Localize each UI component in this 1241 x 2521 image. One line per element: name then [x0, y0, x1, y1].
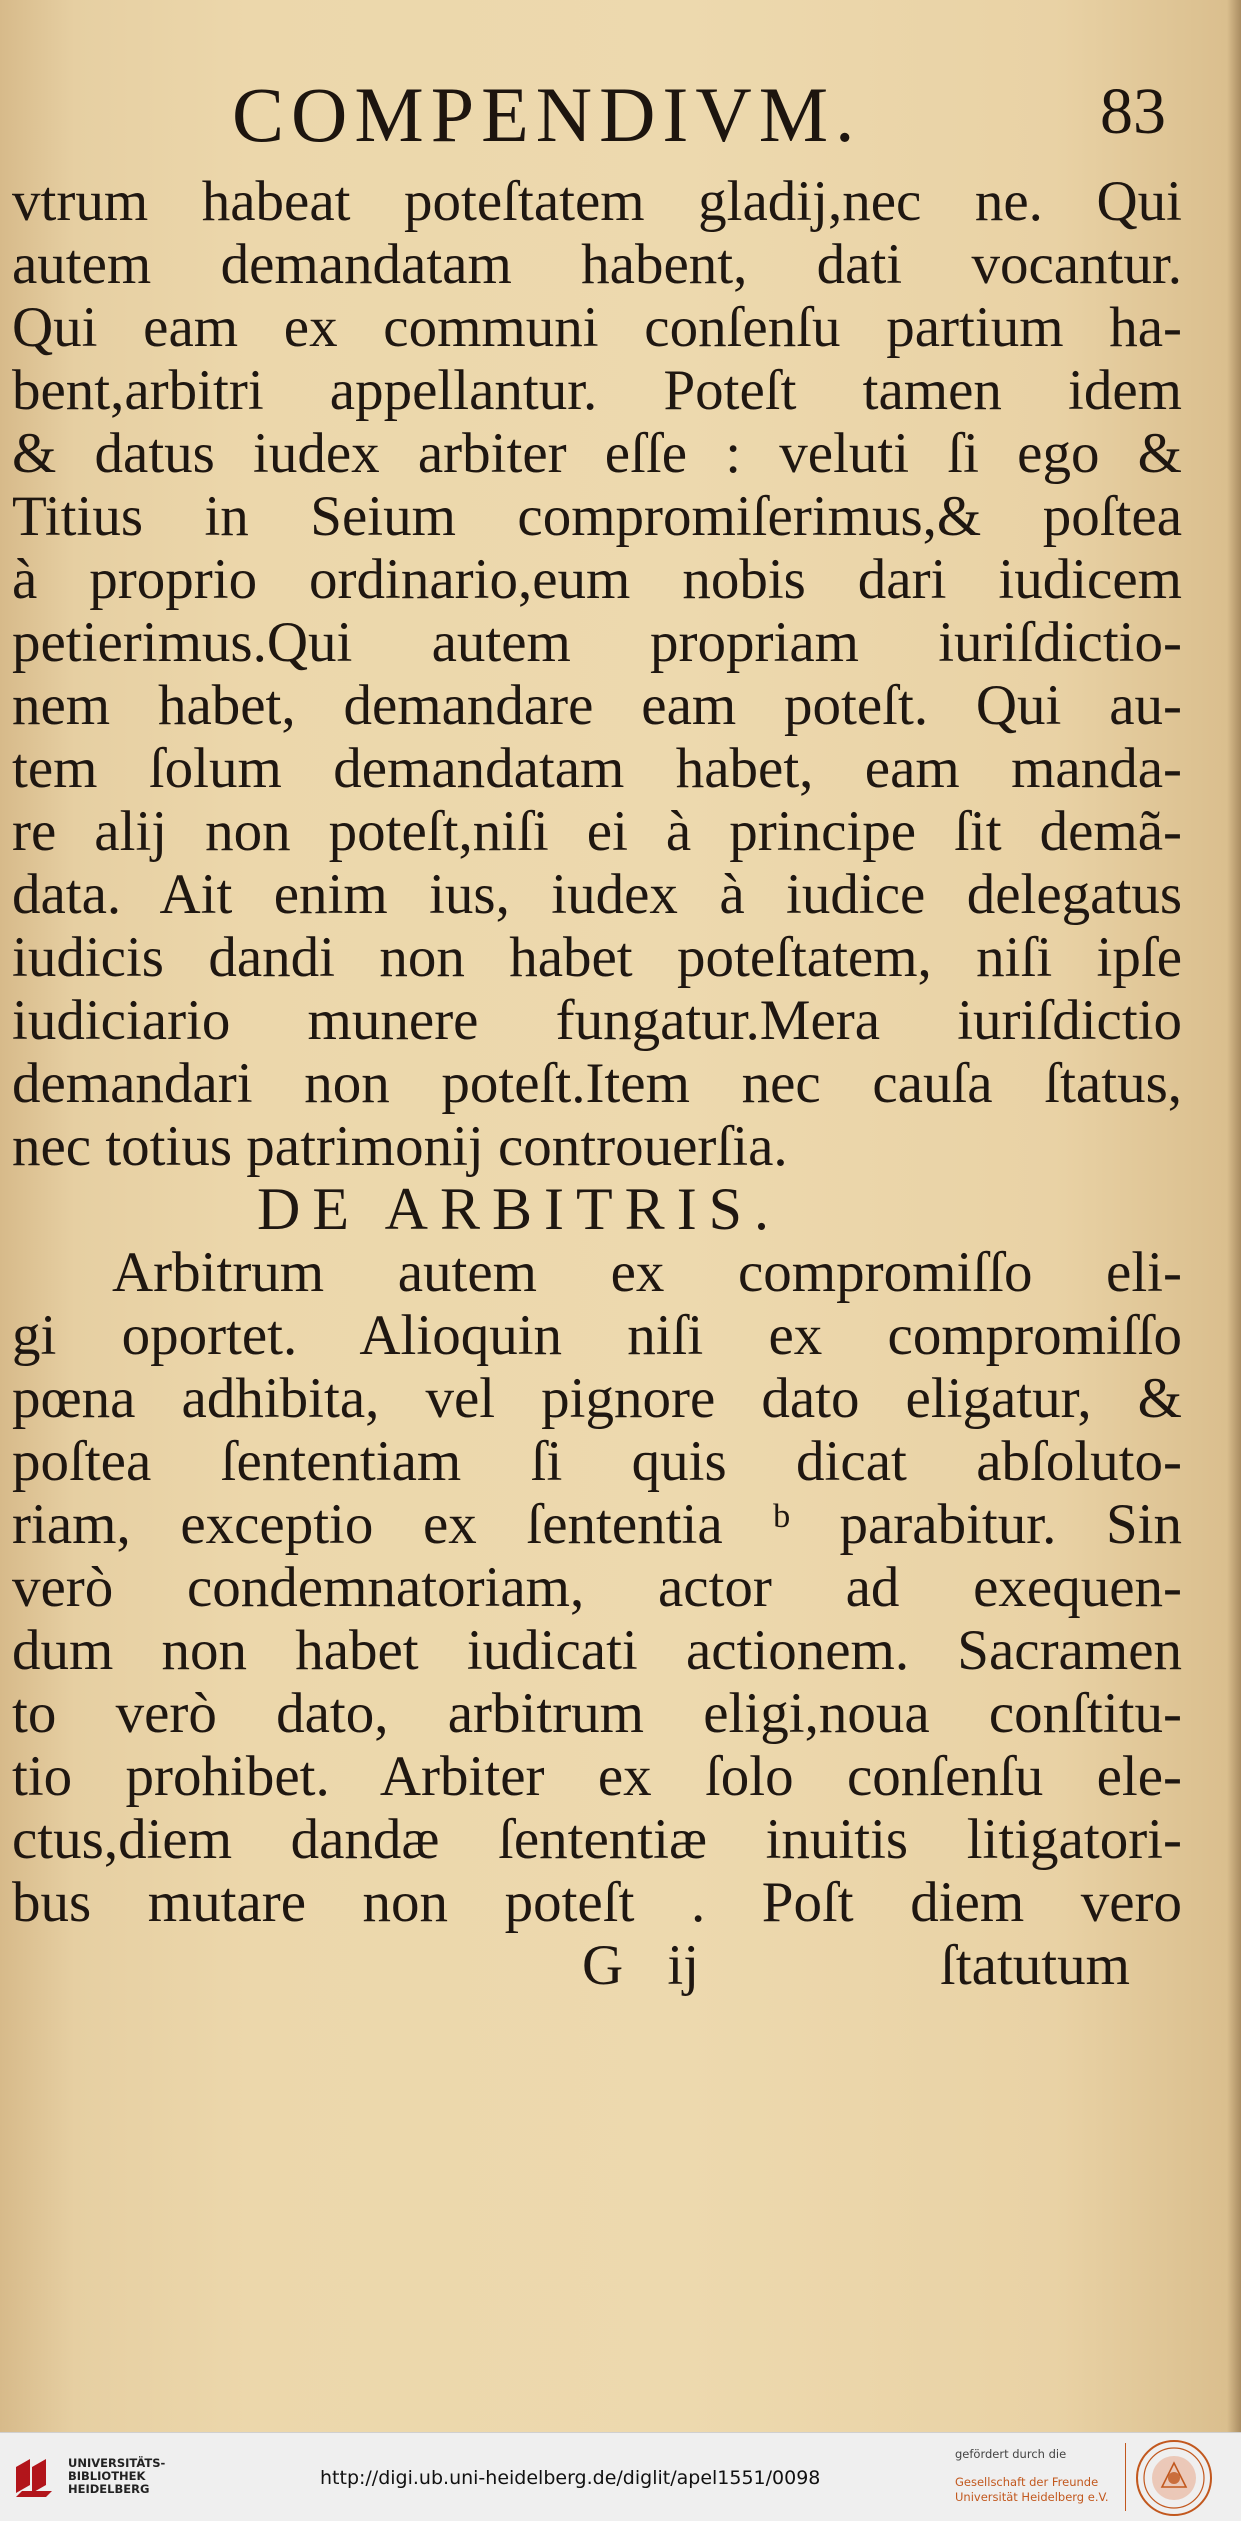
text-line: riam, exceptio ex ſententia ᵇ parabitur. Sin [12, 1493, 1182, 1556]
text-line: autem demandatam habent, dati vocantur. [12, 233, 1182, 296]
library-name[interactable] [68, 2457, 165, 2496]
university-library-logo-icon[interactable] [10, 2453, 58, 2501]
text-line: data. Ait enim ius, iudex à iudice delegatus [12, 863, 1182, 926]
permalink-url[interactable]: http://digi.ub.uni-heidelberg.de/diglit/apel1551/0098 [320, 2467, 821, 2489]
text-line: dum non habet iudicati actionem. Sacramen [12, 1619, 1182, 1682]
text-line: demandari non poteſt.Item nec cauſa ſtatus, [12, 1052, 1182, 1115]
text-line: nem habet, demandare eam poteſt. Qui au- [12, 674, 1182, 737]
text-line: nec totius patrimonij controuerſia. [12, 1115, 788, 1178]
sponsor-label: gefördert durch die [955, 2447, 1067, 2461]
signature-mark: G ij [582, 1934, 700, 1997]
sponsor-name-line: Gesellschaft der Freunde [955, 2475, 1099, 2489]
page-number: 83 [1100, 75, 1166, 148]
text-line: tem ſolum demandatam habet, eam manda- [12, 737, 1182, 800]
text-line: petierimus.Qui autem propriam iuriſdictio- [12, 611, 1182, 674]
running-title: COMPENDIVM. [232, 71, 862, 158]
text-line: gi oportet. Alioquin niſi ex compromiſſo [12, 1304, 1182, 1367]
university-seal-icon [1135, 2439, 1213, 2517]
text-line: bus mutare non poteſt . Poſt diem vero [12, 1871, 1182, 1934]
section-heading: DE ARBITRIS. [257, 1178, 782, 1241]
text-line: iudiciario munere fungatur.Mera iuriſdictio [12, 989, 1182, 1052]
text-line: & datus iudex arbiter eſſe : veluti ſi ego & [12, 422, 1182, 485]
library-name-line: BIBLIOTHEK [68, 2469, 146, 2483]
text-line: ctus,diem dandæ ſententiæ inuitis litigatori- [12, 1808, 1182, 1871]
viewer-footer [0, 2432, 1241, 2521]
text-line: bent,arbitri appellantur. Poteſt tamen idem [12, 359, 1182, 422]
sponsor-block[interactable] [955, 2447, 1109, 2505]
sponsor-name-line: Universität Heidelberg e.V. [955, 2490, 1109, 2504]
text-line: vtrum habeat poteſtatem gladij,nec ne. Qui [12, 170, 1182, 233]
sponsor-name [955, 2475, 1109, 2505]
text-line: iudicis dandi non habet poteſtatem, niſi ipſe [12, 926, 1182, 989]
text-line: tio prohibet. Arbiter ex ſolo conſenſu ele- [12, 1745, 1182, 1808]
text-line: to verò dato, arbitrum eligi,noua conſtitu- [12, 1682, 1182, 1745]
text-line: à proprio ordinario,eum nobis dari iudicem [12, 548, 1182, 611]
library-name-line: UNIVERSITÄTS- [68, 2456, 166, 2470]
text-line: poſtea ſententiam ſi quis dicat abſoluto- [12, 1430, 1182, 1493]
main-text [12, 170, 1182, 1997]
text-line: re alij non poteſt,niſi ei à principe ſit demã- [12, 800, 1182, 863]
text-line: Qui eam ex communi conſenſu partium ha- [12, 296, 1182, 359]
page-header [0, 70, 1241, 170]
library-name-line: HEIDELBERG [68, 2482, 150, 2496]
signature-line [12, 1934, 1182, 1997]
text-line: verò condemnatoriam, actor ad exequen- [12, 1556, 1182, 1619]
sponsor-divider [1125, 2443, 1126, 2511]
text-line: Arbitrum autem ex compromiſſo eli- [112, 1241, 1182, 1304]
text-line: Titius in Seium compromiſerimus,& poſtea [12, 485, 1182, 548]
catchword: ſtatutum [940, 1934, 1130, 1997]
text-line: pœna adhibita, vel pignore dato eligatur, & [12, 1367, 1182, 1430]
